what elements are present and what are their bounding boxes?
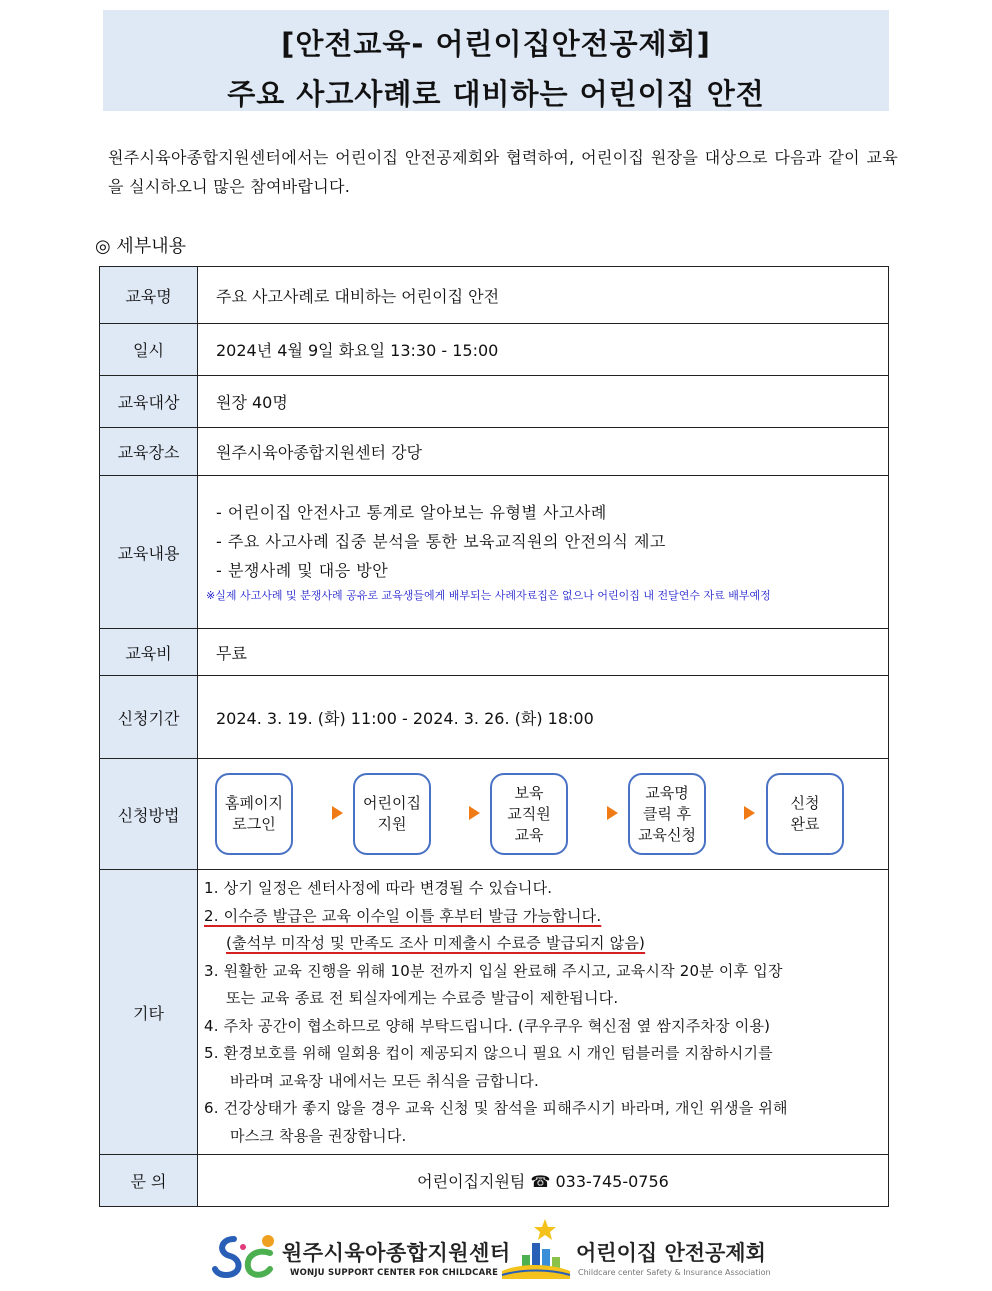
title-line-2: 주요 사고사례로 대비하는 어린이집 안전 xyxy=(227,77,765,111)
value-method xyxy=(198,759,889,870)
misc-line: 마스크 착용을 권장합니다. xyxy=(230,1126,407,1145)
label-date: 일시 xyxy=(100,324,198,376)
flow-step-staff-education: 보육 교직원 교육 xyxy=(490,773,568,855)
content-item: - 주요 사고사례 집중 분석을 통한 보육교직원의 안전의식 제고 xyxy=(216,531,666,551)
mutual-logo-subtitle: Childcare center Safety & Insurance Association xyxy=(578,1268,771,1277)
label-place: 교육장소 xyxy=(100,428,198,476)
misc-line: (출석부 미작성 및 만족도 조사 미제출시 수료증 발급되지 않음) xyxy=(226,934,646,952)
section-title: ◎ 세부내용 xyxy=(95,236,186,257)
arrow-right-icon xyxy=(744,806,755,820)
value-place: 원주시육아종합지원센터 강당 xyxy=(198,428,889,476)
misc-line: 1. 상기 일정은 센터사정에 따라 변경될 수 있습니다. xyxy=(204,879,553,897)
label-target: 교육대상 xyxy=(100,376,198,428)
label-name: 교육명 xyxy=(100,267,198,324)
center-logo-subtitle: WONJU SUPPORT CENTER FOR CHILDCARE xyxy=(290,1268,499,1278)
detail-table xyxy=(99,266,889,1207)
content-item: - 어린이집 안전사고 통계로 알아보는 유형별 사고사례 xyxy=(216,502,607,522)
title-banner xyxy=(103,10,889,111)
center-logo-icon xyxy=(212,1231,276,1281)
title-line-1: [안전교육- 어린이집안전공제회] xyxy=(281,27,711,61)
arrow-right-icon xyxy=(469,806,480,820)
label-fee: 교육비 xyxy=(100,629,198,676)
intro-paragraph: 원주시육아종합지원센터에서는 어린이집 안전공제회와 협력하여, 어린이집 원장을 대상으로 다음과 같이 교육을 실시하오니 많은 참여바랍니다. xyxy=(108,148,898,196)
flow-step-complete: 신청 완료 xyxy=(766,773,844,855)
label-contact: 문 의 xyxy=(100,1155,198,1207)
label-method: 신청방법 xyxy=(100,759,198,870)
flow-step-login: 홈페이지 로그인 xyxy=(215,773,293,855)
mutual-logo-icon xyxy=(500,1217,572,1283)
center-logo-name: 원주시육아종합지원센터 xyxy=(282,1241,511,1265)
footer-logos xyxy=(0,1215,992,1291)
value-date: 2024년 4월 9일 화요일 13:30 - 15:00 xyxy=(198,324,889,376)
misc-line: 5. 환경보호를 위해 일회용 컵이 제공되지 않으니 필요 시 개인 텀블러를 지참하시기를 xyxy=(204,1044,773,1062)
application-flow xyxy=(198,759,888,869)
misc-line: 2. 이수증 발급은 교육 이수일 이틀 후부터 발급 가능합니다. xyxy=(204,906,602,925)
misc-line: 바라며 교육장 내에서는 모든 취식을 금합니다. xyxy=(230,1071,539,1090)
label-misc: 기타 xyxy=(100,870,198,1155)
value-name: 주요 사고사례로 대비하는 어린이집 안전 xyxy=(198,267,889,324)
label-content: 교육내용 xyxy=(100,476,198,629)
misc-line: 3. 원활한 교육 진행을 위해 10분 전까지 입실 완료해 주시고, 교육시작 20분 이후 입장 xyxy=(204,961,783,980)
misc-line: 또는 교육 종료 전 퇴실자에게는 수료증 발급이 제한됩니다. xyxy=(226,989,619,1007)
value-period: 2024. 3. 19. (화) 11:00 - 2024. 3. 26. (화) 18:00 xyxy=(198,676,889,759)
arrow-right-icon xyxy=(332,806,343,820)
flow-step-apply: 교육명 클릭 후 교육신청 xyxy=(628,773,706,855)
value-target: 원장 40명 xyxy=(198,376,889,428)
misc-line: 4. 주차 공간이 협소하므로 양해 부탁드립니다. (쿠우쿠우 혁신점 옆 쌈지주차장 이용) xyxy=(204,1016,771,1035)
mutual-logo-name: 어린이집 안전공제회 xyxy=(576,1241,766,1265)
value-misc xyxy=(198,870,889,1155)
value-contact: 어린이집지원팀 ☎ 033-745-0756 xyxy=(198,1155,889,1207)
label-period: 신청기간 xyxy=(100,676,198,759)
value-content xyxy=(198,476,889,629)
misc-line: 6. 건강상태가 좋지 않을 경우 교육 신청 및 참석을 피해주시기 바라며, 개인 위생을 위해 xyxy=(204,1099,788,1117)
content-note: ※실제 사고사례 및 분쟁사례 공유로 교육생들에게 배부되는 사례자료집은 없으나 어린이집 내 전달연수 자료 배부예정 xyxy=(206,588,771,602)
arrow-right-icon xyxy=(607,806,618,820)
content-item: - 분쟁사례 및 대응 방안 xyxy=(216,560,389,580)
value-fee: 무료 xyxy=(198,629,889,676)
flow-step-support: 어린이집 지원 xyxy=(353,773,431,855)
